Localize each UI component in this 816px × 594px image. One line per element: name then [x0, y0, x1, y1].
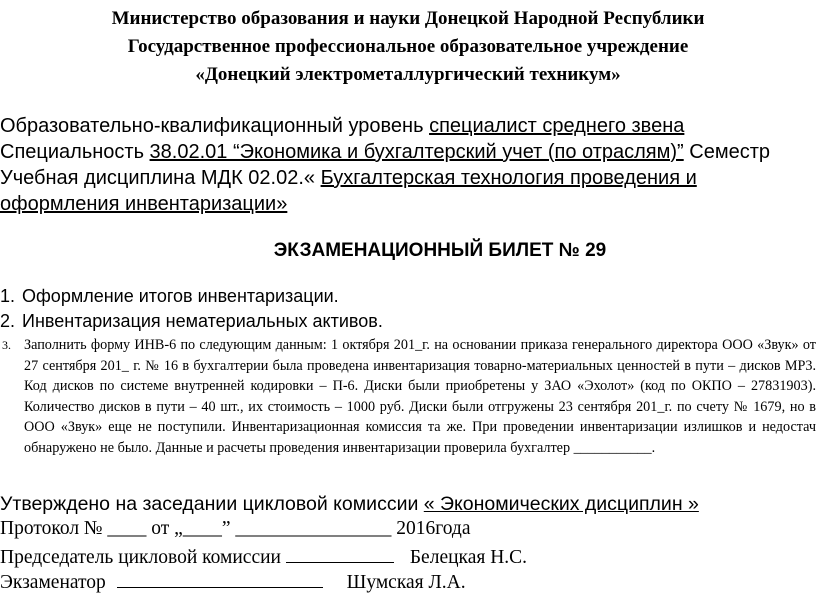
question-text: Инвентаризация нематериальных активов.	[22, 311, 383, 331]
ministry-title: Министерство образования и науки Донецкой Народной Республики	[111, 8, 705, 29]
examiner-label: Экзаменатор	[0, 572, 111, 593]
specialty-label: Специальность	[0, 141, 150, 163]
chair-line	[0, 544, 527, 569]
specialty-value: 38.02.01 “Экономика и бухгалтерский учет (по отраслям)”	[149, 141, 684, 163]
level-line	[0, 114, 684, 138]
question-number: 3.	[2, 338, 11, 352]
examiner-line	[0, 569, 466, 594]
discipline-line-2	[0, 192, 287, 216]
discipline-value-line1: Бухгалтерская технология проведения и	[320, 167, 697, 189]
institution-name: «Донецкий электрометаллургический техникум»	[195, 64, 621, 85]
discipline-value-line2: оформления инвентаризации»	[0, 193, 288, 215]
chair-signature-blank	[286, 544, 394, 563]
chair-name: Белецкая Н.С.	[409, 547, 528, 568]
task-text: Заполнить форму ИНВ-6 по следующим данным: 1 октября 201_г. на основании приказа генерального директора ООО «Звук» от 27 сентября 201_ г. № 16 в бухгалтерии была проведена инвентаризация товарно-материальных ценностей в пути – дисков МР3. Код дисков по системе внутренней кодировки – П-6. Диски были приобретены у ЗАО «Эхолот» (код по ОКПО – 27831903). Количество дисков в пути – 40 шт., их стоимость – 1000 руб. Диски были отгружены 23 сентября 201_г. по счету № 1679, но в ООО «Звук» еще не поступили. Инвентаризационная комиссия та же. При проведении инвентаризации излишков и недостач обнаружено не было. Данные и расчеты проведения инвентаризации проверила бухгалтер ___________.	[24, 337, 816, 456]
approval-line	[0, 493, 699, 515]
commission-name: « Экономических дисциплин »	[423, 493, 699, 515]
approval-label: Утверждено на заседании цикловой комиссии	[0, 493, 424, 515]
discipline-line	[0, 166, 697, 190]
semester-label: Семестр	[683, 141, 770, 163]
level-value: специалист среднего звена	[429, 115, 685, 137]
examiner-signature-blank	[117, 569, 323, 588]
discipline-label: Учебная дисциплина МДК 02.02.«	[0, 167, 321, 189]
level-label: Образовательно-квалификационный уровень	[0, 115, 430, 137]
question-text: Оформление итогов инвентаризации.	[22, 286, 339, 306]
question-number: 1.	[0, 286, 16, 306]
protocol-line: Протокол № ____ от „____” ________________ 2016года	[0, 518, 471, 539]
question-number: 2.	[0, 311, 16, 331]
examiner-name: Шумская Л.А.	[346, 572, 466, 593]
institution-type: Государственное профессиональное образовательное учреждение	[127, 36, 689, 57]
question-2	[0, 310, 383, 332]
specialty-line	[0, 140, 770, 164]
ticket-title: ЭКЗАМЕНАЦИОННЫЙ БИЛЕТ № 29	[273, 240, 607, 261]
chair-label: Председатель цикловой комиссии	[0, 547, 286, 568]
question-1	[0, 285, 339, 307]
